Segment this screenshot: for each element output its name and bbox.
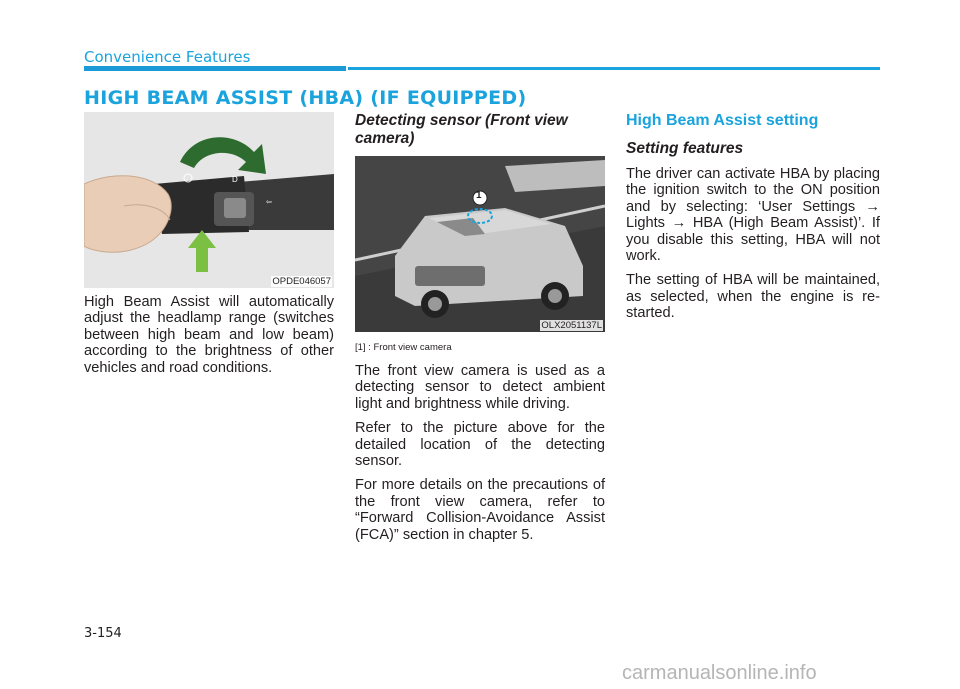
- column-middle: [355, 112, 605, 551]
- figure-code: OPDE046057: [272, 276, 331, 287]
- section-label: Convenience Features: [84, 48, 251, 66]
- detecting-sensor-heading: Detecting sensor (Front view camera): [355, 112, 568, 147]
- header-rule-light: [348, 67, 880, 70]
- headlamp-switch-figure: [84, 112, 334, 288]
- page-title: HIGH BEAM ASSIST (HBA) (IF EQUIPPED): [84, 87, 527, 109]
- intro-paragraph: High Beam Assist will automatically adjust the headlamp range (switches between high beam and low beam) according to the brightness of other vehicles and road conditions.: [84, 294, 334, 376]
- camera-paragraph-2: Refer to the picture above for the detailed location of the detecting sensor.: [355, 420, 605, 470]
- header-rule-dark: [84, 66, 346, 71]
- svg-text:⇦: ⇦: [266, 199, 272, 206]
- hba-setting-heading: High Beam Assist setting: [626, 112, 819, 129]
- figure-code: OLX2051137L: [541, 320, 602, 331]
- svg-text:D: D: [232, 175, 238, 184]
- vehicle-camera-figure: [355, 156, 605, 332]
- column-left: [84, 112, 334, 384]
- watermark: carmanualsonline.info: [622, 662, 817, 684]
- camera-paragraph-1: The front view camera is used as a detecting sensor to detect ambient light and brightness while driving.: [355, 363, 605, 412]
- camera-paragraph-3: For more details on the precautions of the front view camera, refer to “Forward Collision-Avoidance Assist (FCA)” section in chapter 5.: [355, 477, 605, 543]
- setting-features-heading: Setting features: [626, 140, 744, 157]
- camera-callout-number: 1: [476, 190, 482, 201]
- column-right: [626, 112, 880, 330]
- setting-paragraph-2: The setting of HBA will be maintained, as selected, when the engine is re-started.: [626, 272, 880, 322]
- figure-caption: [1] : Front view camera: [355, 342, 452, 353]
- page-number: 3-154: [84, 626, 122, 641]
- stalk-illustration: [84, 112, 334, 288]
- setting-paragraph-1: The driver can activate HBA by placing the ignition switch to the ON position and by selecting: ‘User Settings → Lights → HBA (High Beam Assist)’. If you disable this setting, HBA will not work.: [626, 166, 880, 265]
- vehicle-illustration: [355, 156, 605, 332]
